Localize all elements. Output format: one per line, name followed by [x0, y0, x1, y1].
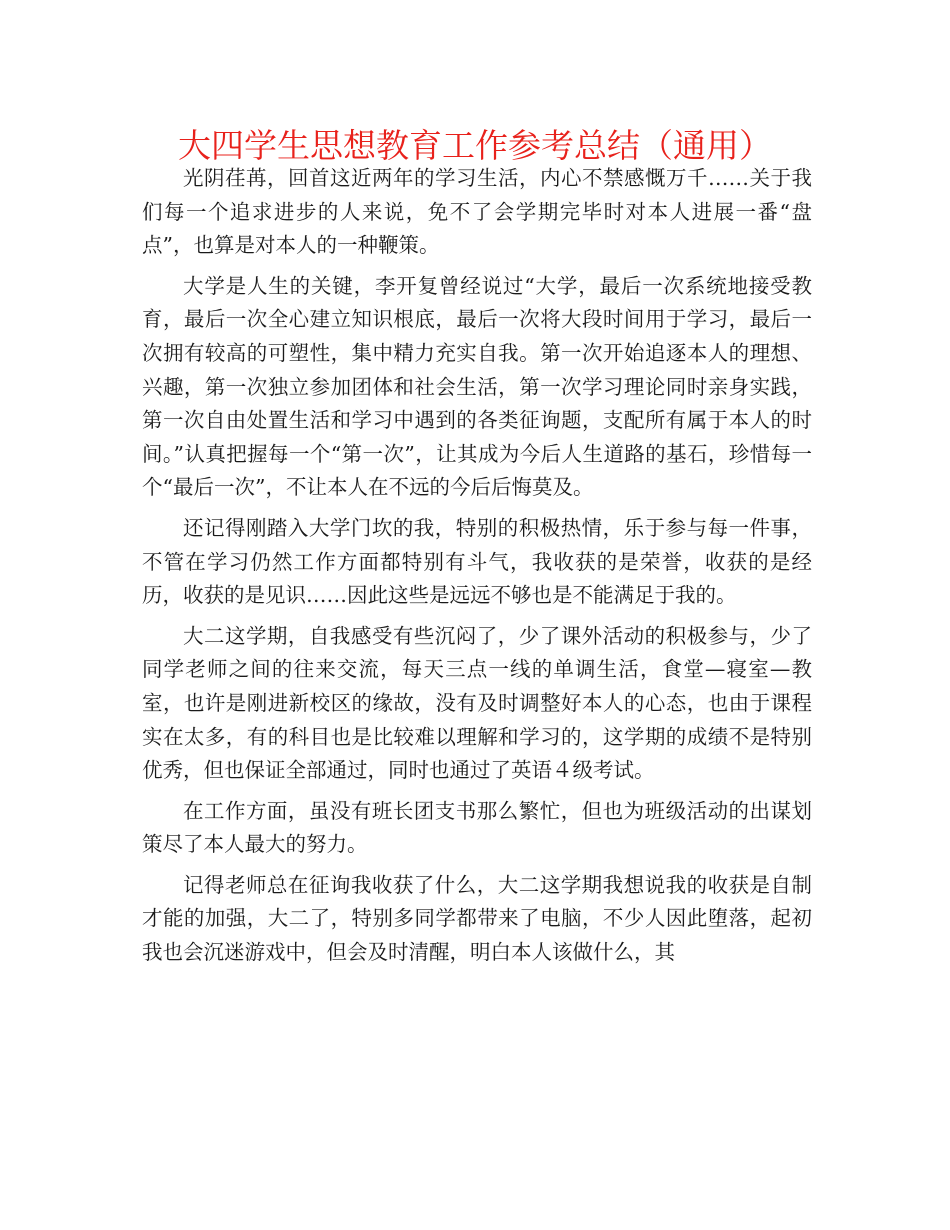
document-body [142, 162, 812, 977]
paragraph-6: 记得老师总在征询我收获了什么，大二这学期我想说我的收获是自制才能的加强，大二了，特别多同学都带来了电脑，不少人因此堕落，起初我也会沉迷游戏中，但会及时清醒，明白本人该做什么，其 [142, 872, 812, 965]
document-title: 大四学生思想教育工作参考总结（通用） [178, 126, 772, 165]
paragraph-4: 大二这学期，自我感受有些沉闷了，少了课外活动的积极参与，少了同学老师之间的往来交流，每天三点一线的单调生活，食堂—寝室—教室，也许是刚进新校区的缘故，没有及时调整好本人的心态，也由于课程实在太多，有的科目也是比较难以理解和学习的，这学期的成绩不是特别优秀，但也保证全部通过，同时也通过了英语４级考试。 [142, 623, 812, 783]
paragraph-2: 大学是人生的关键，李开复曾经说过“大学，最后一次系统地接受教育，最后一次全心建立知识根底，最后一次将大段时间用于学习，最后一次拥有较高的可塑性，集中精力充实自我。第一次开始追逐本人的理想、兴趣，第一次独立参加团体和社会生活，第一次学习理论同时亲身实践，第一次自由处置生活和学习中遇到的各类征询题，支配所有属于本人的时间。”认真把握每一个“第一次”，让其成为今后人生道路的基石，珍惜每一个“最后一次”，不让本人在不远的今后后悔莫及。 [142, 273, 812, 500]
paragraph-5: 在工作方面，虽没有班长团支书那么繁忙，但也为班级活动的出谋划策尽了本人最大的努力。 [142, 798, 812, 857]
paragraph-3: 还记得刚踏入大学门坎的我，特别的积极热情，乐于参与每一件事，不管在学习仍然工作方面都特别有斗气，我收获的是荣誉，收获的是经历，收获的是见识……因此这些是远远不够也是不能满足于我的。 [142, 515, 812, 608]
paragraph-1: 光阴荏苒，回首这近两年的学习生活，内心不禁感慨万千……关于我们每一个追求进步的人来说，免不了会学期完毕时对本人进展一番“盘点”，也算是对本人的一种鞭策。 [142, 166, 812, 258]
